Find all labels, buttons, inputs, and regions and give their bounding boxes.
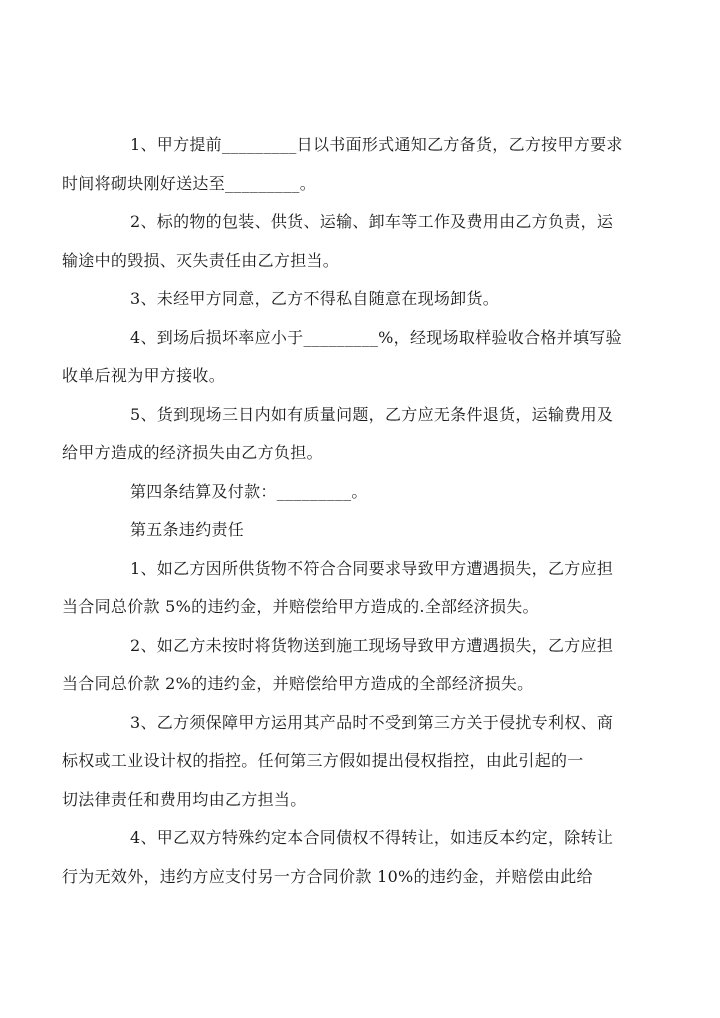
- section-heading-settlement: [96, 473, 630, 512]
- paragraph-2: [62, 203, 630, 280]
- document-body: [62, 126, 630, 896]
- paragraph-9: [62, 819, 630, 896]
- paragraph-3: [96, 280, 630, 319]
- paragraph-6: [62, 550, 630, 627]
- paragraph-line: 第四条结算及付款：_________。: [130, 481, 368, 501]
- paragraph-line: 输途中的毁损、灭失责任由乙方担当。: [62, 250, 340, 270]
- paragraph-line: 2、标的物的包装、供货、运输、卸车等工作及费用由乙方负责，运: [130, 212, 614, 231]
- paragraph-line: 1、甲方提前_________日以书面形式通知乙方备货，乙方按甲方要求: [130, 135, 623, 154]
- paragraph-line: 5、货到现场三日内如有质量问题，乙方应无条件退货，运输费用及: [130, 404, 614, 424]
- paragraph-line: 时间将砌块刚好送达至_________。: [62, 173, 317, 193]
- paragraph-line: 第五条违约责任: [130, 520, 245, 539]
- paragraph-line: 当合同总价款 2%的违约金，并赔偿给甲方造成的全部经济损失。: [62, 674, 534, 693]
- paragraph-line: 切法律责任和费用均由乙方担当。: [62, 789, 307, 809]
- paragraph-5: [62, 396, 630, 473]
- paragraph-7: [62, 627, 630, 704]
- paragraph-8: [62, 704, 630, 820]
- paragraph-line: 3、乙方须保障甲方运用其产品时不受到第三方关于侵扰专利权、商: [130, 712, 614, 732]
- paragraph-4: [62, 319, 630, 396]
- paragraph-line: 4、到场后损坏率应小于_________%，经现场取样验收合格并填写验: [130, 327, 622, 347]
- paragraph-line: 4、甲乙双方特殊约定本合同债权不得转让，如违反本约定，除转让: [130, 828, 614, 847]
- paragraph-line: 3、未经甲方同意，乙方不得私自随意在现场卸货。: [130, 289, 500, 308]
- paragraph-line: 当合同总价款 5%的违约金，并赔偿给甲方造成的.全部经济损失。: [62, 597, 539, 616]
- paragraph-line: 给甲方造成的经济损失由乙方负担。: [62, 443, 323, 462]
- paragraph-line: 标权或工业设计权的指控。任何第三方假如提出侵权指控，由此引起的一: [62, 751, 584, 770]
- paragraph-line: 2、如乙方未按时将货物送到施工现场导致甲方遭遇损失，乙方应担: [130, 635, 614, 655]
- paragraph-line: 收单后视为甲方接收。: [62, 366, 226, 385]
- paragraph-line: 1、如乙方因所供货物不符合合同要求导致甲方遭遇损失，乙方应担: [130, 558, 614, 578]
- paragraph-1: [62, 126, 630, 203]
- paragraph-line: 行为无效外，违约方应支付另一方合同价款 10%的违约金，并赔偿由此给: [62, 866, 593, 886]
- section-heading-liability: [96, 511, 630, 550]
